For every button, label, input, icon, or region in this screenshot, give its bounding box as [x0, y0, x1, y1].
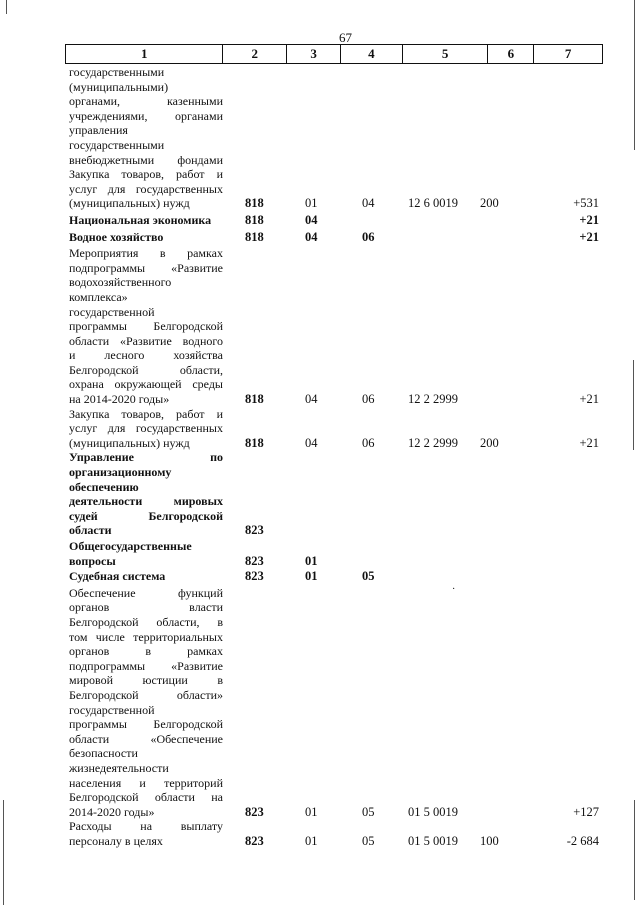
section-code: 04	[305, 435, 318, 450]
table-row	[65, 819, 603, 848]
description-line: (муниципальных) нужд	[69, 196, 190, 211]
description-line: программы Белгородской	[69, 319, 223, 334]
description-line: органов власти	[69, 600, 223, 615]
table-row	[65, 246, 603, 407]
column-header-7: 7	[564, 46, 572, 61]
row-description	[65, 246, 223, 407]
description-line: 2014-2020 годы»	[69, 804, 155, 819]
description-line: подпрограммы «Развитие	[69, 260, 223, 275]
amount-change: -2 684	[566, 833, 599, 848]
description-line: области «Развитие водного	[69, 333, 223, 348]
description-line: внебюджетными фондами	[69, 152, 223, 167]
expense-type-code: 200	[480, 435, 499, 450]
row-values	[65, 833, 603, 848]
section-code: 04	[305, 229, 318, 244]
row-values	[65, 213, 603, 228]
description-line: подпрограммы «Развитие	[69, 658, 223, 673]
amount-change: +21	[579, 212, 599, 227]
admin-code: 823	[245, 833, 264, 848]
table-header	[65, 44, 603, 64]
row-description	[65, 586, 223, 820]
admin-code: 823	[245, 804, 264, 819]
admin-code: 818	[245, 435, 264, 450]
table-row	[65, 65, 603, 211]
description-line: судей Белгородской	[69, 508, 223, 523]
description-line: (муниципальных) нужд	[69, 435, 190, 450]
expense-type-code: 100	[480, 833, 499, 848]
amount-change: +21	[579, 392, 599, 407]
subsection-code: 06	[362, 435, 375, 450]
target-article-code: 01 5 0019	[408, 833, 458, 848]
table-row	[65, 230, 603, 245]
description-line: Белгородской области на	[69, 790, 223, 805]
admin-code: 818	[245, 392, 264, 407]
description-line: Общегосударственные	[69, 539, 192, 553]
row-values	[65, 569, 603, 584]
description-line: Закупка товаров, работ и	[69, 406, 223, 421]
table-row	[65, 407, 603, 451]
description-line: населения и территорий	[69, 775, 223, 790]
description-line: государственными	[69, 137, 165, 152]
description-line: государственной	[69, 702, 155, 717]
section-code: 01	[305, 569, 318, 584]
description-line: комплекса»	[69, 289, 128, 304]
section-code: 01	[305, 833, 318, 848]
scan-edge-left-top	[6, 0, 7, 14]
amount-change: +21	[579, 229, 599, 244]
description-line: жизнедеятельности	[69, 760, 169, 775]
description-line: вопросы	[69, 553, 116, 568]
admin-code: 818	[245, 212, 264, 227]
table-row	[65, 586, 603, 820]
description-line: Мероприятия в рамках	[69, 246, 223, 261]
column-header-5: 5	[403, 45, 489, 63]
subsection-code: 06	[362, 392, 375, 407]
page-number: 67	[339, 30, 352, 45]
row-values	[65, 523, 603, 538]
section-code: 01	[305, 804, 318, 819]
description-line: мировой юстиции в	[69, 673, 223, 688]
admin-code: 823	[245, 523, 264, 538]
description-line: органами, казенными	[69, 94, 223, 109]
description-line: учреждениями, органами	[69, 108, 223, 123]
amount-change: +127	[573, 804, 599, 819]
scan-edge-right-mid	[633, 360, 634, 450]
table-row	[65, 569, 603, 584]
subsection-code: 05	[362, 804, 375, 819]
description-line: услуг для государственных	[69, 181, 223, 196]
target-article-code: 12 2 2999	[408, 435, 458, 450]
target-article-code: 01 5 0019	[408, 804, 458, 819]
description-line: персоналу в целях	[69, 833, 163, 848]
admin-code: 818	[245, 196, 264, 211]
row-values	[65, 553, 603, 568]
description-line: (муниципальными)	[69, 79, 169, 94]
description-line: и лесного хозяйства	[69, 348, 223, 363]
subsection-code: 06	[362, 229, 375, 244]
scan-speck: ·	[452, 584, 456, 595]
description-line: Белгородской области,	[69, 362, 223, 377]
description-line: обеспечению	[69, 479, 139, 494]
description-line: безопасности	[69, 746, 138, 761]
subsection-code: 05	[362, 569, 375, 584]
expense-type-code: 200	[480, 196, 499, 211]
column-header-2: 2	[223, 45, 287, 63]
admin-code: 823	[245, 553, 264, 568]
description-line: Управление по	[69, 450, 223, 465]
description-line: охрана окружающей среды	[69, 377, 223, 392]
row-values	[65, 196, 603, 211]
admin-code: 818	[245, 229, 264, 244]
description-line: Закупка товаров, работ и	[69, 167, 223, 182]
description-line: Обеспечение функций	[69, 585, 223, 600]
section-code: 01	[305, 196, 318, 211]
row-values	[65, 229, 603, 244]
table-row	[65, 213, 603, 228]
description-line: Водное хозяйство	[69, 229, 164, 244]
description-line: Национальная экономика	[69, 212, 212, 227]
description-line: организационному	[69, 465, 172, 480]
scan-edge-right-bottom	[634, 800, 635, 900]
description-line: государственными	[69, 65, 165, 79]
amount-change: +21	[579, 435, 599, 450]
description-line: водохозяйственного	[69, 275, 172, 290]
column-header-6: 6	[488, 45, 534, 63]
description-line: Расходы на выплату	[69, 819, 223, 834]
subsection-code: 04	[362, 196, 375, 211]
admin-code: 823	[245, 569, 264, 584]
description-line: Белгородской области»	[69, 687, 223, 702]
amount-change: +531	[573, 196, 599, 211]
table-row	[65, 450, 603, 538]
target-article-code: 12 6 0019	[408, 196, 458, 211]
table-row	[65, 539, 603, 568]
column-header-3: 3	[287, 45, 341, 63]
row-values	[65, 804, 603, 819]
section-code: 04	[305, 392, 318, 407]
description-line: том числе территориальных	[69, 629, 223, 644]
section-code: 04	[305, 212, 318, 227]
description-line: Белгородской области, в	[69, 614, 223, 629]
budget-table-body	[65, 65, 603, 848]
description-line: услуг для государственных	[69, 421, 223, 436]
column-header-1: 1	[66, 45, 223, 63]
row-values	[65, 392, 603, 407]
description-line: управления	[69, 123, 128, 138]
description-line: области «Обеспечение	[69, 731, 223, 746]
scan-edge-left-bottom	[3, 800, 4, 905]
description-line: Судебная система	[69, 569, 166, 584]
subsection-code: 05	[362, 833, 375, 848]
target-article-code: 12 2 2999	[408, 392, 458, 407]
description-line: государственной	[69, 304, 155, 319]
scan-edge-right-top	[634, 0, 635, 150]
row-description	[65, 65, 223, 211]
column-header-4: 4	[341, 45, 403, 63]
description-line: программы Белгородской	[69, 717, 223, 732]
description-line: области	[69, 523, 112, 538]
row-values	[65, 435, 603, 450]
description-line: деятельности мировых	[69, 494, 223, 509]
description-line: на 2014-2020 годы»	[69, 392, 170, 407]
section-code: 01	[305, 553, 318, 568]
description-line: органов в рамках	[69, 644, 223, 659]
